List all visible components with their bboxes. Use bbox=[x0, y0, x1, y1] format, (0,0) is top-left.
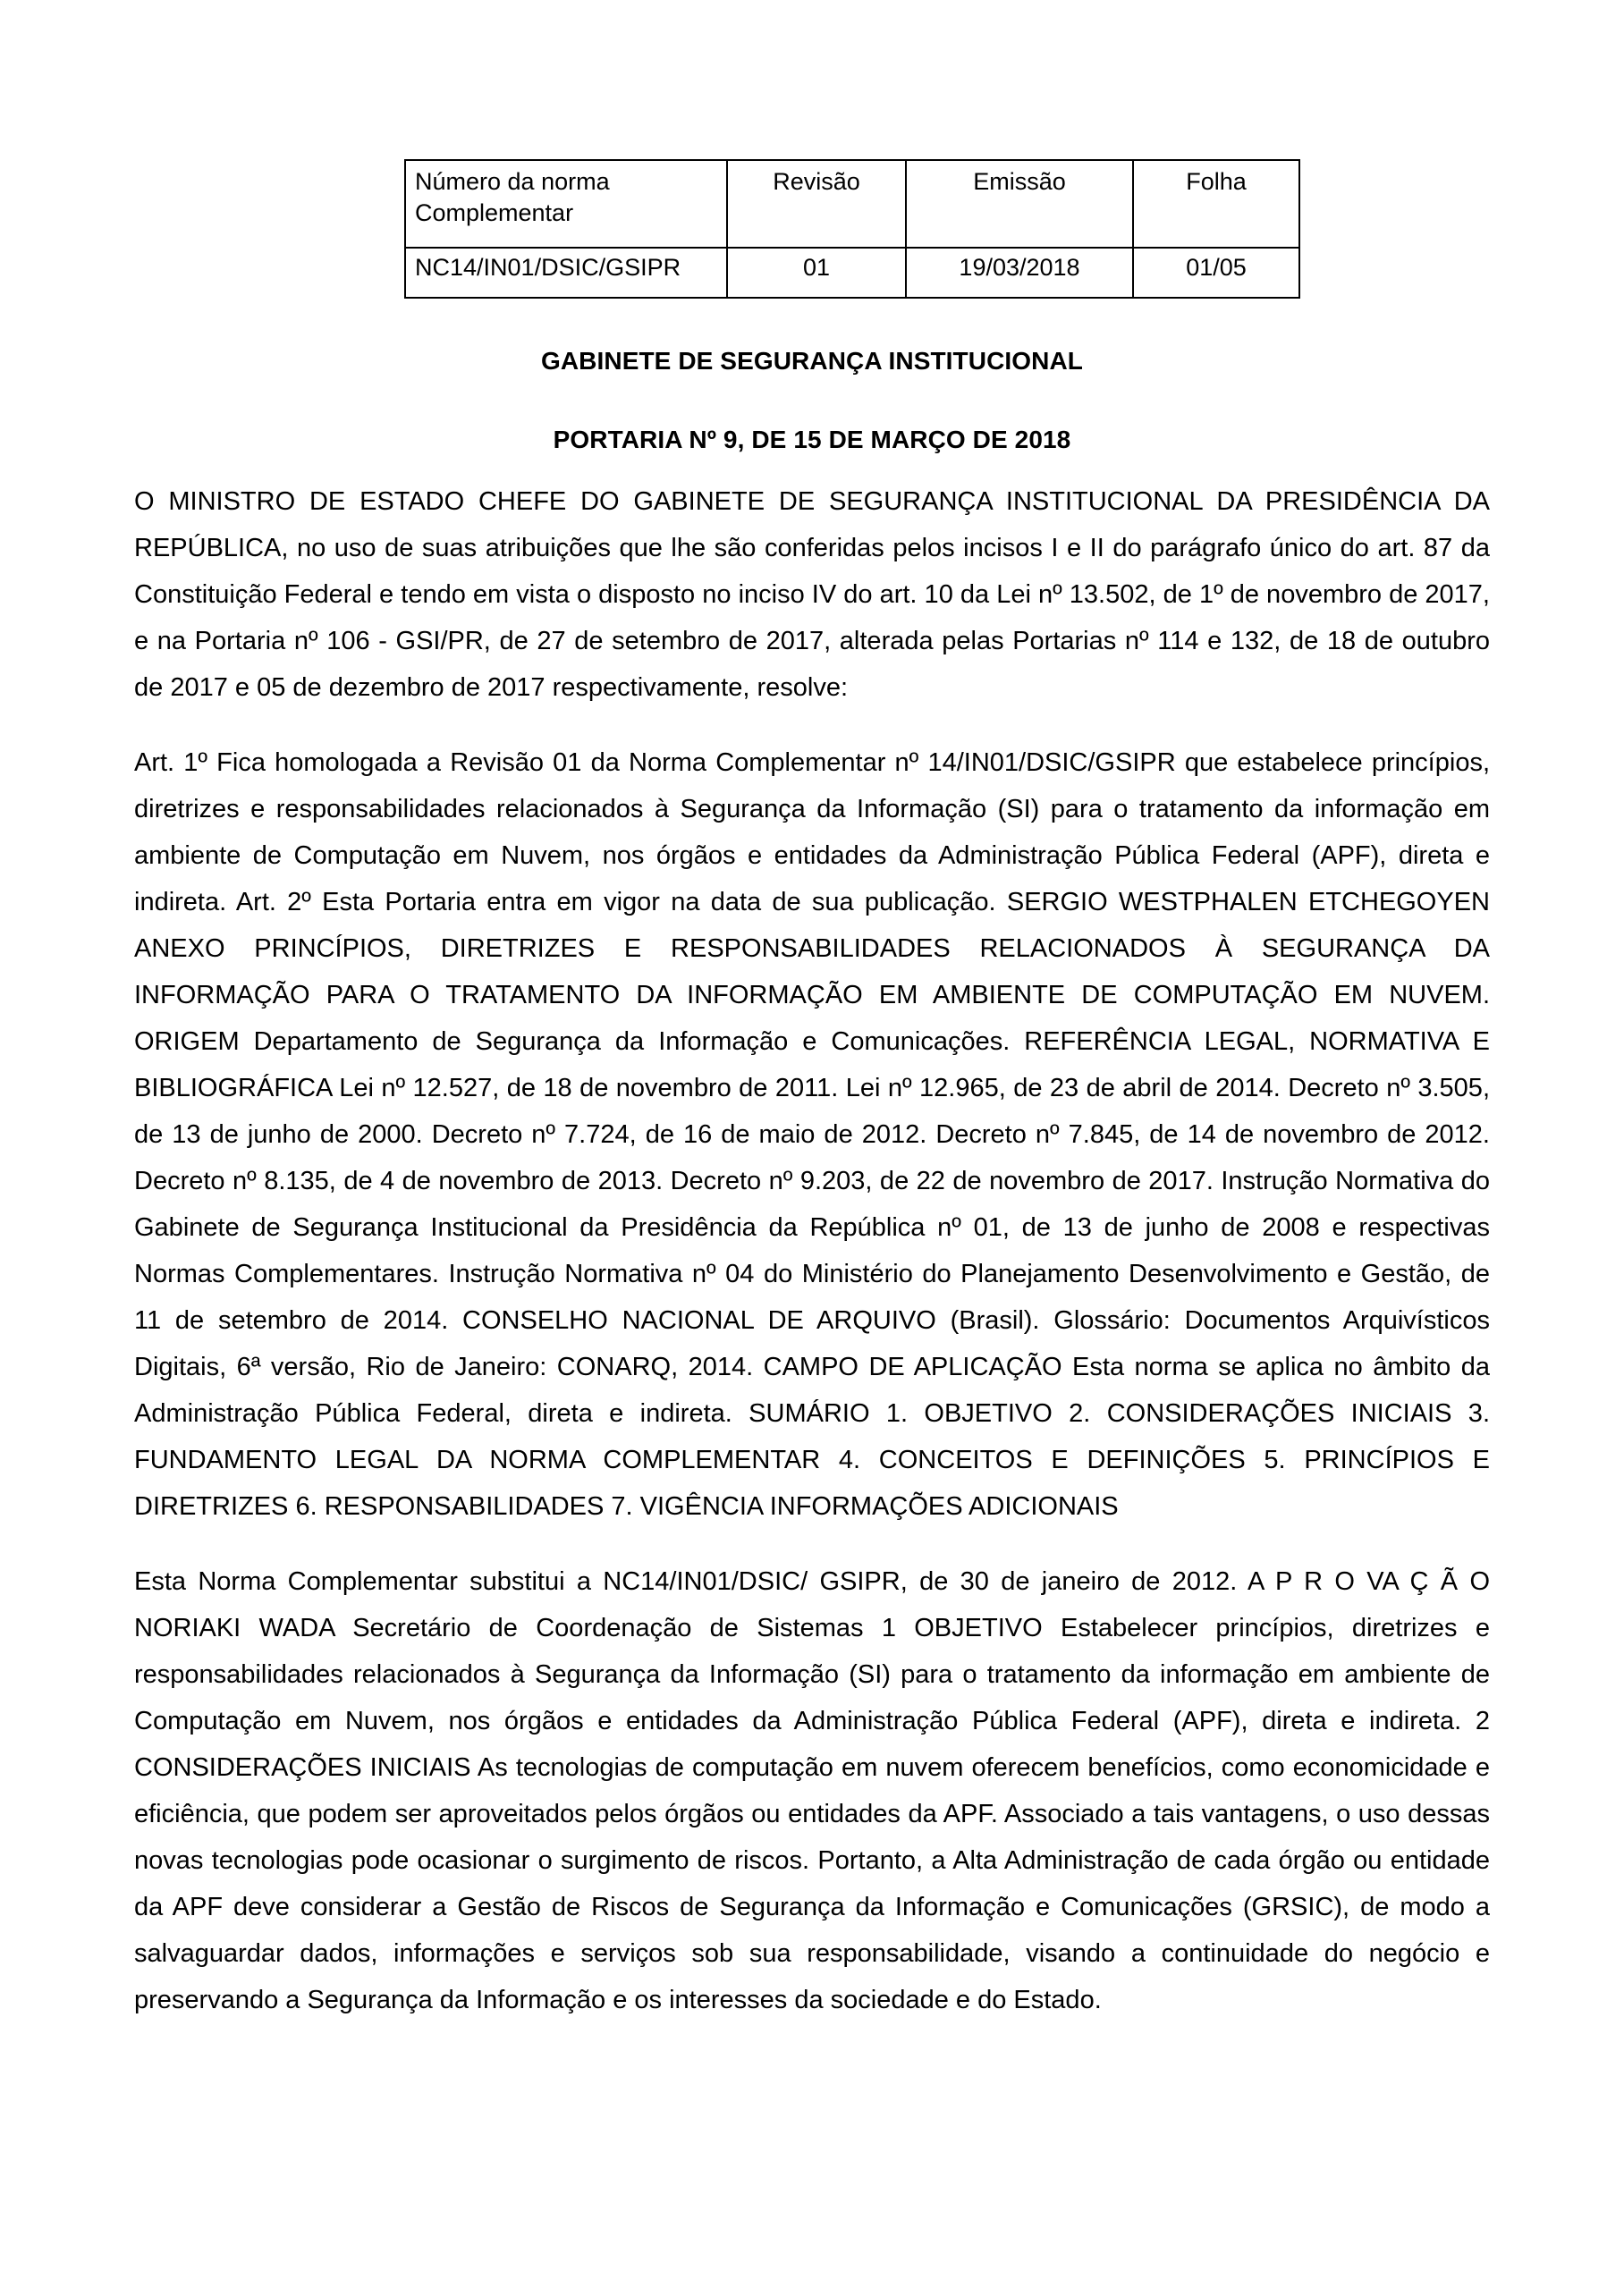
body-paragraph-1: O MINISTRO DE ESTADO CHEFE DO GABINETE DE SEGURANÇA INSTITUCIONAL DA PRESIDÊNCIA DA REPÚBLICA, no uso de suas atribuições que lhe são conferidas pelos incisos I e II do parágrafo único do art. 87 da Constituição Federal e tendo em vista o disposto no inciso IV do art. 10 da Lei nº 13.502, de 1º de novembro de 2017, e na Portaria nº 106 - GSI/PR, de 27 de setembro de 2017, alterada pelas Portarias nº 114 e 132, de 18 de outubro de 2017 e 05 de dezembro de 2017 respectivamente, resolve: bbox=[134, 487, 1490, 702]
page-title-organization: GABINETE DE SEGURANÇA INSTITUCIONAL bbox=[540, 347, 1084, 375]
cell-emissao-value: 19/03/2018 bbox=[906, 248, 1133, 298]
header-cell-emissao: Emissão bbox=[906, 160, 1133, 248]
norma-header-table-container bbox=[404, 159, 1247, 299]
cell-folha-value: 01/05 bbox=[1133, 248, 1299, 298]
header-label-numero-line2: Complementar bbox=[415, 199, 574, 227]
body-paragraph-2: Art. 1º Fica homologada a Revisão 01 da Norma Complementar nº 14/IN01/DSIC/GSIPR que estabelece princípios, diretrizes e responsabilidades relacionados à Segurança da Informação (SI) para o tratamento da informação em ambiente de Computação em Nuvem, nos órgãos e entidades da Administração Pública Federal (APF), direta e indireta. Art. 2º Esta Portaria entra em vigor na data de sua publicação. SERGIO WESTPHALEN ETCHEGOYEN ANEXO PRINCÍPIOS, DIRETRIZES E RESPONSABILIDADES RELACIONADOS À SEGURANÇA DA INFORMAÇÃO PARA O TRATAMENTO DA INFORMAÇÃO EM AMBIENTE DE COMPUTAÇÃO EM NUVEM. ORIGEM Departamento de Segurança da Informação e Comunicações. REFERÊNCIA LEGAL, NORMATIVA E BIBLIOGRÁFICA Lei nº 12.527, de 18 de novembro de 2011. Lei nº 12.965, de 23 de abril de 2014. Decreto nº 3.505, de 13 de junho de 2000. Decreto nº 7.724, de 16 de maio de 2012. Decreto nº 7.845, de 14 de novembro de 2012. Decreto nº 8.135, de 4 de novembro de 2013. Decreto nº 9.203, de 22 de novembro de 2017. Instrução Normativa do Gabinete de Segurança Institucional da Presidência da República nº 01, de 13 de junho de 2008 e respectivas Normas Complementares. Instrução Normativa nº 04 do Ministério do Planejamento Desenvolvimento e Gestão, de 11 de setembro de 2014. CONSELHO NACIONAL DE ARQUIVO (Brasil). Glossário: Documentos Arquivísticos Digitais, 6ª versão, Rio de Janeiro: CONARQ, 2014. CAMPO DE APLICAÇÃO Esta norma se aplica no âmbito da Administração Pública Federal, direta e indireta. SUMÁRIO 1. OBJETIVO 2. CONSIDERAÇÕES INICIAIS 3. FUNDAMENTO LEGAL DA NORMA COMPLEMENTAR 4. CONCEITOS E DEFINIÇÕES 5. PRINCÍPIOS E DIRETRIZES 6. RESPONSABILIDADES 7. VIGÊNCIA INFORMAÇÕES ADICIONAIS bbox=[134, 748, 1490, 1521]
cell-numero-da-norma-value: NC14/IN01/DSIC/GSIPR bbox=[405, 248, 727, 298]
table-header-row bbox=[405, 160, 1299, 248]
header-label-numero-line1: Número da norma bbox=[415, 168, 610, 195]
table-row bbox=[405, 248, 1299, 298]
norma-header-table bbox=[404, 159, 1300, 299]
header-cell-revisao: Revisão bbox=[727, 160, 906, 248]
header-cell-folha: Folha bbox=[1133, 160, 1299, 248]
cell-revisao-value: 01 bbox=[727, 248, 906, 298]
title-block bbox=[134, 347, 1490, 454]
body-paragraph-3: Esta Norma Complementar substitui a NC14/IN01/DSIC/ GSIPR, de 30 de janeiro de 2012. A P R O VA Ç Ã O NORIAKI WADA Secretário de Coordenação de Sistemas 1 OBJETIVO Estabelecer princípios, diretrizes e responsabilidades relacionados à Segurança da Informação (SI) para o tratamento da informação em ambiente de Computação em Nuvem, nos órgãos e entidades da Administração Pública Federal (APF), direta e indireta. 2 CONSIDERAÇÕES INICIAIS As tecnologias de computação em nuvem oferecem benefícios, como economicidade e eficiência, que podem ser aproveitados pelos órgãos ou entidades da APF. Associado a tais vantagens, o uso dessas novas tecnologias pode ocasionar o surgimento de riscos. Portanto, a Alta Administração de cada órgão ou entidade da APF deve considerar a Gestão de Riscos de Segurança da Informação e Comunicações (GRSIC), de modo a salvaguardar dados, informações e serviços sob sua responsabilidade, visando a continuidade do negócio e preservando a Segurança da Informação e os interesses da sociedade e do Estado. bbox=[134, 1567, 1490, 2014]
document-body bbox=[134, 478, 1490, 2023]
page-title-portaria: PORTARIA Nº 9, DE 15 DE MARÇO DE 2018 bbox=[553, 426, 1071, 453]
header-cell-numero-da-norma bbox=[405, 160, 727, 248]
